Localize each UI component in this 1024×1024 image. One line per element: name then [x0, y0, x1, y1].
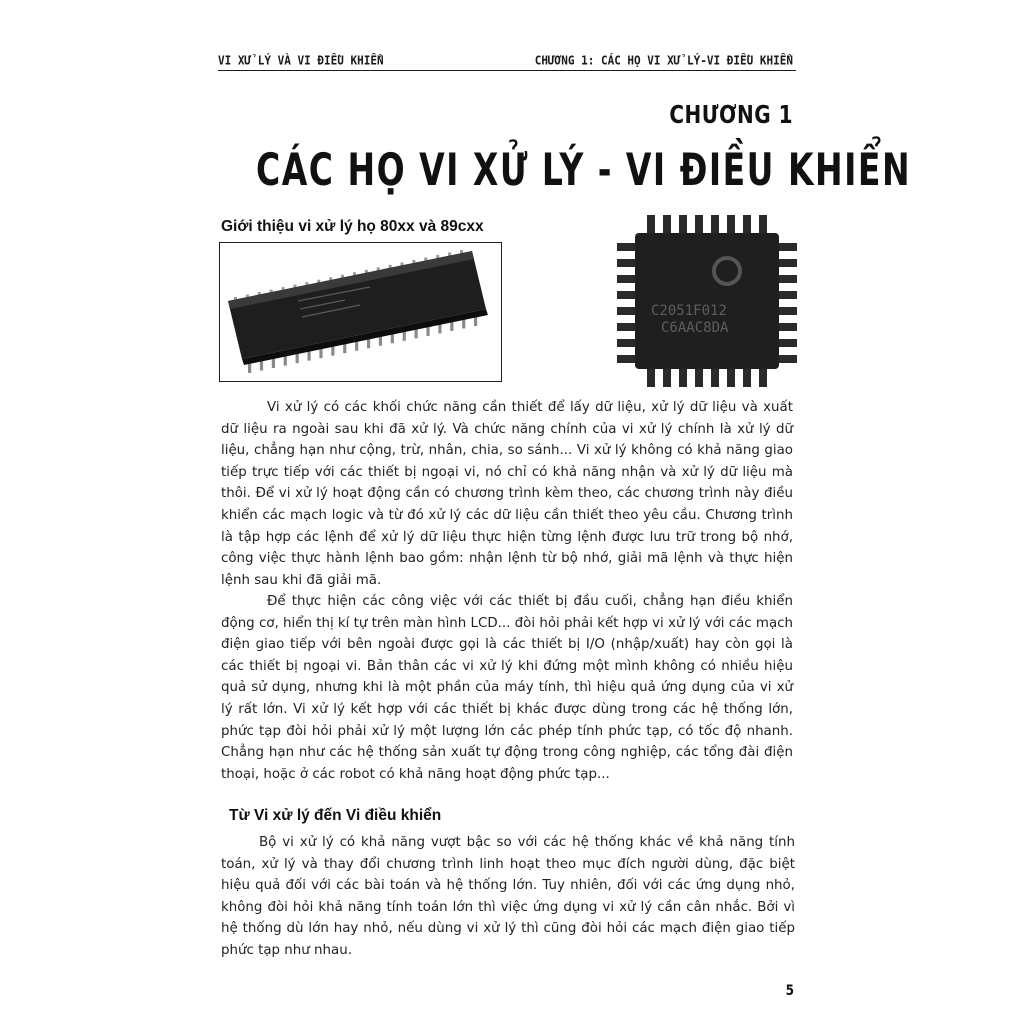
header-rule	[218, 70, 796, 71]
qfp-chip-image	[615, 213, 799, 389]
chapter-label: CHƯƠNG 1	[669, 99, 793, 129]
paragraph-3: Bộ vi xử lý có khả năng vượt bậc so với các hệ thống khác về khả năng tính toán, xử lý và thay đổi chương trình linh hoạt theo mục đích người dùng, đặc biệt hiệu quả đối với các bài toán và hệ thống lớn. Tuy nhiên, đối với các ứng dụng nhỏ, không đòi hỏi khả năng tính toán lớn thì việc ứng dụng vi xử lý cần cân nhắc. Bởi vì hệ thống dù lớn hay nhỏ, nếu dùng vi xử lý thì cũng đòi hỏi các mạch điện giao tiếp phức tạp như nhau.	[221, 835, 795, 958]
chip-pin	[777, 307, 797, 315]
chip-pin	[617, 259, 637, 267]
paragraph-1: Vi xử lý có các khối chức năng cần thiết để lấy dữ liệu, xử lý dữ liệu và xuất dữ liệu ra ngoài sau khi đã xử lý. Và chức năng chính của vi xử lý chính là xử lý dữ liệu, chẳng hạn như cộng, trừ, nhân, chia, so sánh... Vi xử lý không có khả năng giao tiếp trực tiếp với các thiết bị ngoại vi, nó chỉ có khả năng nhận và xử lý dữ liệu mà thôi. Để vi xử lý hoạt động cần có chương trình kèm theo, các chương trình này điều khiển các mạch logic và từ đó xử lý các dữ liệu cần thiết theo yêu cầu. Chương trình là tập hợp các lệnh để xử lý dữ liệu thực hiện từng lệnh được lưu trữ trong bộ nhớ, công việc thực hành lệnh bao gồm: nhận lệnh từ bộ nhớ, giải mã lệnh và thực hiện lệnh sau khi đã giải mã.	[221, 400, 793, 588]
chip-pin	[695, 215, 703, 235]
chip-pin	[617, 323, 637, 331]
chip-pin	[647, 367, 655, 387]
qfp-chip-body	[635, 233, 779, 369]
chip-pin	[711, 367, 719, 387]
chip-pin	[743, 367, 751, 387]
chip-pin	[617, 307, 637, 315]
chip-pin	[777, 355, 797, 363]
chapter-title: CÁC HỌ VI XỬ LÝ - VI ĐIỀU KHIỂN	[256, 143, 912, 196]
chip-pin	[777, 259, 797, 267]
chip-pin	[617, 339, 637, 347]
chip-pin	[679, 367, 687, 387]
chip-pin	[777, 243, 797, 251]
chip-pin	[617, 291, 637, 299]
chip-pin	[727, 215, 735, 235]
paragraph-2: Để thực hiện các công việc với các thiết bị đầu cuối, chẳng hạn điều khiển động cơ, hiển thị kí tự trên màn hình LCD... đòi hỏi phải kết hợp vi xử lý với các mạch điện giao tiếp với bên ngoài được gọi là các thiết bị I/O (nhập/xuất) hay còn gọi là các thiết bị ngoại vi. Bản thân các vi xử lý khi đứng một mình không có nhiều hiệu quả sử dụng, nhưng khi là một phần của máy tính, thì hiệu quả ứng dụng của vi xử lý rất lớn. Vi xử lý kết hợp với các thiết bị khác được dùng trong các hệ thống lớn, phức tạp đòi hỏi phải xử lý một lượng lớn các phép tính phức tạp, có tốc độ nhanh. Chẳng hạn như các hệ thống sản xuất tự động trong công nghiệp, các tổng đài điện thoại, hoặc ở các robot có khả năng hoạt động phức tạp...	[221, 594, 793, 782]
chip-pin	[777, 275, 797, 283]
chip-pin	[679, 215, 687, 235]
chip-pin	[695, 367, 703, 387]
page-number: 5	[785, 981, 794, 999]
running-header-left: VI XỬ LÝ VÀ VI ĐIỀU KHIỂN	[218, 53, 384, 68]
section-heading-micro-to-mcu: Từ Vi xử lý đến Vi điều khiển	[229, 807, 442, 824]
chip-pin	[743, 215, 751, 235]
chip-pin	[617, 243, 637, 251]
dip-chip-image	[220, 243, 501, 381]
chip-pin	[617, 355, 637, 363]
chip-pin	[617, 275, 637, 283]
qfp-marking-line2: C6AAC8DA	[661, 320, 729, 336]
chip-pin	[759, 367, 767, 387]
chip-pin	[777, 323, 797, 331]
chip-pin	[663, 367, 671, 387]
chip-pin	[777, 339, 797, 347]
chip-pin	[647, 215, 655, 235]
dip-chip-photo-frame	[219, 242, 502, 382]
chip-pin	[727, 367, 735, 387]
chip-pin	[663, 215, 671, 235]
qfp-marking-line1: C2051F012	[651, 303, 727, 319]
section-heading-intro: Giới thiệu vi xử lý họ 80xx và 89cxx	[221, 218, 484, 235]
running-header-right: CHƯƠNG 1: CÁC HỌ VI XỬ LÝ-VI ĐIỀU KHIỂN	[534, 53, 793, 68]
chip-pin	[711, 215, 719, 235]
chip-pin	[759, 215, 767, 235]
chip-pin	[777, 291, 797, 299]
